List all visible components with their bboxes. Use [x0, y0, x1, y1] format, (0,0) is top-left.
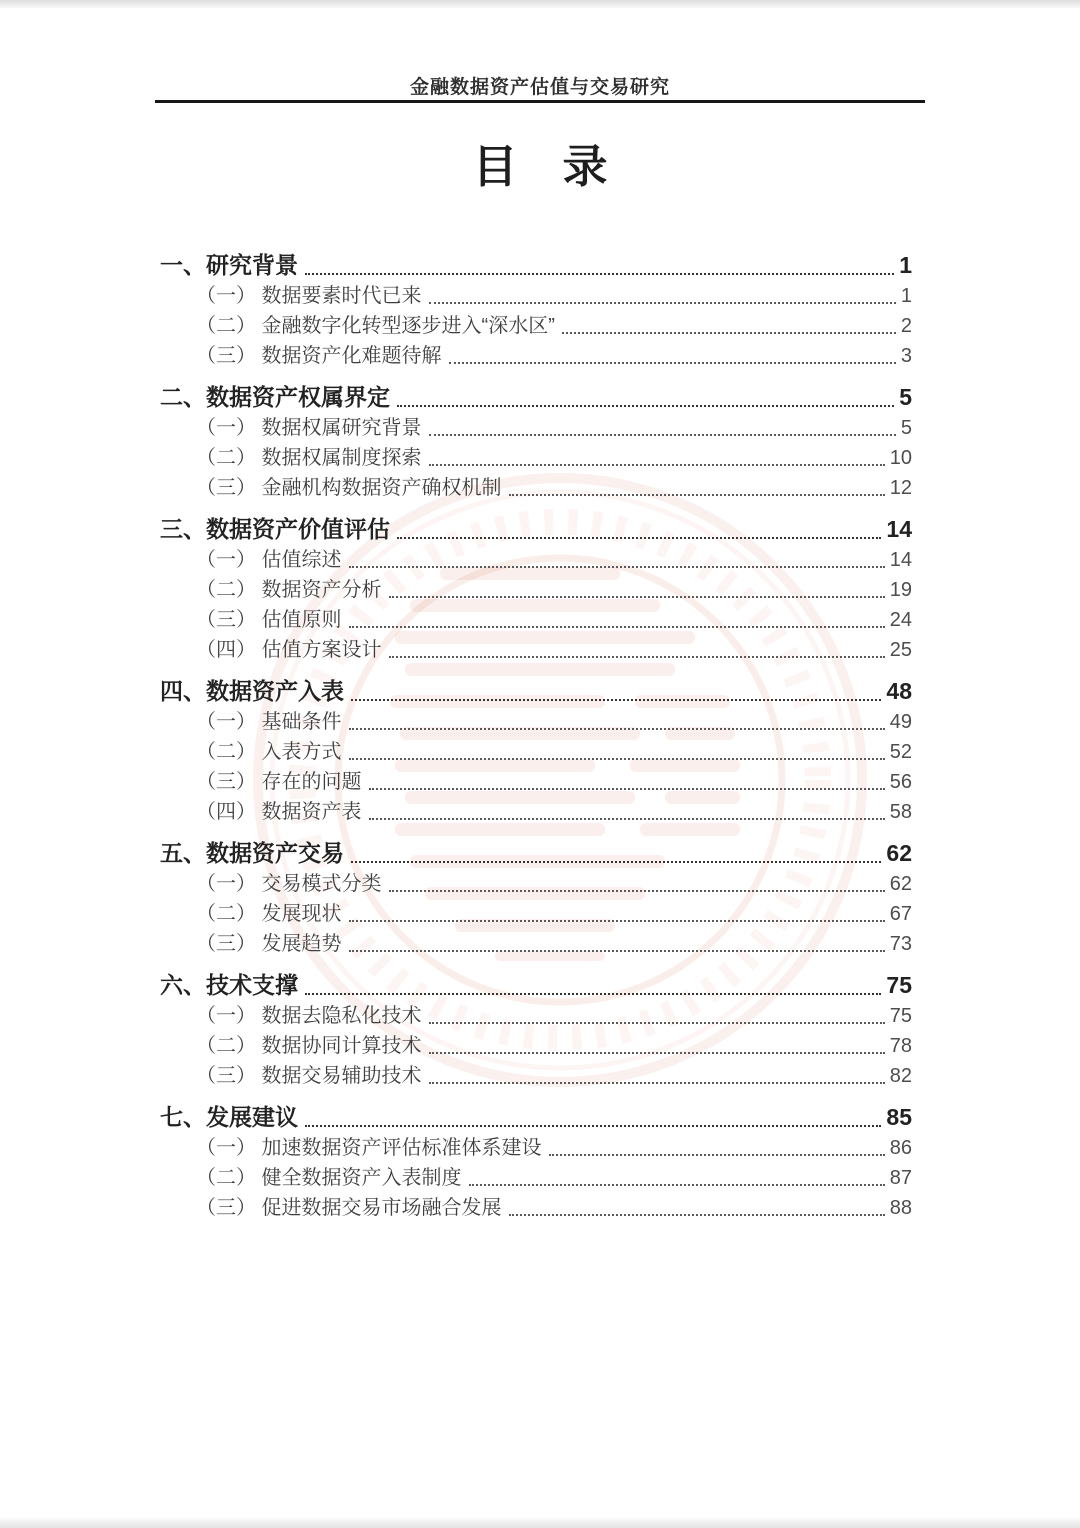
toc-entry-page: 24 [889, 609, 912, 631]
toc-entry-page: 5 [899, 384, 912, 410]
toc-entry-label: 七、发展建议 [160, 1104, 298, 1130]
toc-item-row [160, 635, 912, 665]
dotted-leader [429, 1082, 885, 1084]
toc-entry-label: （三） 发展趋势 [196, 933, 342, 955]
toc-entry-label: 四、数据资产入表 [160, 678, 344, 704]
dotted-leader [349, 950, 885, 952]
toc-section-row [160, 1102, 912, 1133]
toc-item-row [160, 767, 912, 797]
dotted-leader [429, 464, 885, 466]
toc-entry-label: （三） 数据交易辅助技术 [196, 1065, 422, 1087]
dotted-leader [369, 818, 885, 820]
toc-entry-label: （三） 存在的问题 [196, 771, 362, 793]
scan-edge-bottom [0, 1518, 1080, 1528]
toc-item-row [160, 341, 912, 371]
toc-entry-page: 10 [889, 447, 912, 469]
toc-entry-page: 67 [889, 903, 912, 925]
toc-entry-label: （四） 估值方案设计 [196, 639, 382, 661]
toc-entry-page: 3 [900, 345, 912, 367]
toc-entry-label: （一） 估值综述 [196, 549, 342, 571]
toc-item-row [160, 413, 912, 443]
dotted-leader [369, 788, 885, 790]
dotted-leader [351, 861, 881, 863]
dotted-leader [389, 596, 885, 598]
toc-item-row [160, 737, 912, 767]
toc-entry-label: （一） 交易模式分类 [196, 873, 382, 895]
toc-entry-page: 82 [889, 1065, 912, 1087]
dotted-leader [549, 1154, 885, 1156]
dotted-leader [305, 1125, 881, 1127]
toc-item-row [160, 1133, 912, 1163]
toc-entry-label: 五、数据资产交易 [160, 840, 344, 866]
toc-entry-label: （三） 数据资产化难题待解 [196, 345, 442, 367]
toc-item-row [160, 575, 912, 605]
toc-section-row [160, 382, 912, 413]
toc-entry-page: 75 [889, 1005, 912, 1027]
toc-section-row [160, 514, 912, 545]
toc-entry-label: （一） 数据权属研究背景 [196, 417, 422, 439]
toc-item-row [160, 545, 912, 575]
dotted-leader [429, 302, 896, 304]
toc-entry-page: 5 [900, 417, 912, 439]
toc-entry-label: （二） 健全数据资产入表制度 [196, 1167, 462, 1189]
toc-item-row [160, 797, 912, 827]
toc-entry-page: 58 [889, 801, 912, 823]
toc-entry-page: 75 [886, 972, 912, 998]
dotted-leader [349, 566, 885, 568]
toc-entry-label: （三） 金融机构数据资产确权机制 [196, 477, 502, 499]
dotted-leader [429, 1022, 885, 1024]
toc-entry-page: 87 [889, 1167, 912, 1189]
toc-entry-label: （四） 数据资产表 [196, 801, 362, 823]
toc-section-row [160, 676, 912, 707]
toc-entry-label: （一） 基础条件 [196, 711, 342, 733]
toc-item-row [160, 473, 912, 503]
dotted-leader [389, 656, 885, 658]
toc-entry-label: 二、数据资产权属界定 [160, 384, 390, 410]
dotted-leader [509, 1214, 885, 1216]
dotted-leader [469, 1184, 885, 1186]
toc-item-row [160, 1031, 912, 1061]
dotted-leader [562, 332, 896, 334]
toc-section-row [160, 250, 912, 281]
toc-entry-page: 1 [900, 285, 912, 307]
toc-entry-page: 62 [889, 873, 912, 895]
dotted-leader [429, 434, 896, 436]
toc-entry-label: （二） 发展现状 [196, 903, 342, 925]
toc-entry-page: 85 [886, 1104, 912, 1130]
toc-section-row [160, 970, 912, 1001]
page-title: 目 录 [472, 141, 608, 192]
dotted-leader [397, 537, 881, 539]
dotted-leader [349, 626, 885, 628]
toc-entry-label: （二） 金融数字化转型逐步进入“深水区” [196, 315, 555, 337]
dotted-leader [389, 890, 885, 892]
toc-item-row [160, 869, 912, 899]
toc-entry-label: （二） 数据资产分析 [196, 579, 382, 601]
running-header-title: 金融数据资产估值与交易研究 [409, 77, 670, 98]
dotted-leader [509, 494, 885, 496]
toc-item-row [160, 1001, 912, 1031]
toc-item-row [160, 1163, 912, 1193]
toc-entry-label: 六、技术支撑 [160, 972, 298, 998]
dotted-leader [349, 920, 885, 922]
toc-entry-label: 一、研究背景 [160, 252, 298, 278]
toc-entry-page: 14 [889, 549, 912, 571]
toc-item-row [160, 281, 912, 311]
toc-entry-page: 86 [889, 1137, 912, 1159]
toc-entry-page: 49 [889, 711, 912, 733]
toc-entry-page: 12 [889, 477, 912, 499]
dotted-leader [429, 1052, 885, 1054]
toc-item-row [160, 311, 912, 341]
toc-entry-label: （二） 数据权属制度探索 [196, 447, 422, 469]
toc-entry-page: 19 [889, 579, 912, 601]
toc-entry-label: （一） 数据要素时代已来 [196, 285, 422, 307]
toc-entry-page: 56 [889, 771, 912, 793]
dotted-leader [397, 405, 894, 407]
toc-entry-page: 52 [889, 741, 912, 763]
toc-entry-page: 48 [886, 678, 912, 704]
toc-entry-label: （一） 数据去隐私化技术 [196, 1005, 422, 1027]
dotted-leader [305, 273, 894, 275]
toc [160, 239, 912, 1223]
toc-entry-page: 73 [889, 933, 912, 955]
toc-entry-page: 78 [889, 1035, 912, 1057]
toc-item-row [160, 1061, 912, 1091]
toc-entry-label: （二） 数据协同计算技术 [196, 1035, 422, 1057]
dotted-leader [349, 758, 885, 760]
dotted-leader [349, 728, 885, 730]
toc-item-row [160, 929, 912, 959]
toc-section-row [160, 838, 912, 869]
scan-edge-top [0, 0, 1080, 8]
toc-entry-label: （二） 入表方式 [196, 741, 342, 763]
toc-item-row [160, 707, 912, 737]
toc-entry-page: 1 [899, 252, 912, 278]
toc-item-row [160, 1193, 912, 1223]
toc-item-row [160, 605, 912, 635]
toc-entry-label: （三） 估值原则 [196, 609, 342, 631]
toc-entry-page: 14 [886, 516, 912, 542]
toc-entry-label: （三） 促进数据交易市场融合发展 [196, 1197, 502, 1219]
dotted-leader [351, 699, 881, 701]
dotted-leader [449, 362, 896, 364]
toc-entry-page: 88 [889, 1197, 912, 1219]
toc-entry-label: 三、数据资产价值评估 [160, 516, 390, 542]
toc-entry-page: 2 [900, 315, 912, 337]
toc-item-row [160, 443, 912, 473]
dotted-leader [305, 993, 881, 995]
toc-item-row [160, 899, 912, 929]
toc-entry-label: （一） 加速数据资产评估标准体系建设 [196, 1137, 542, 1159]
toc-entry-page: 25 [889, 639, 912, 661]
toc-entry-page: 62 [886, 840, 912, 866]
header-rule [155, 100, 925, 103]
